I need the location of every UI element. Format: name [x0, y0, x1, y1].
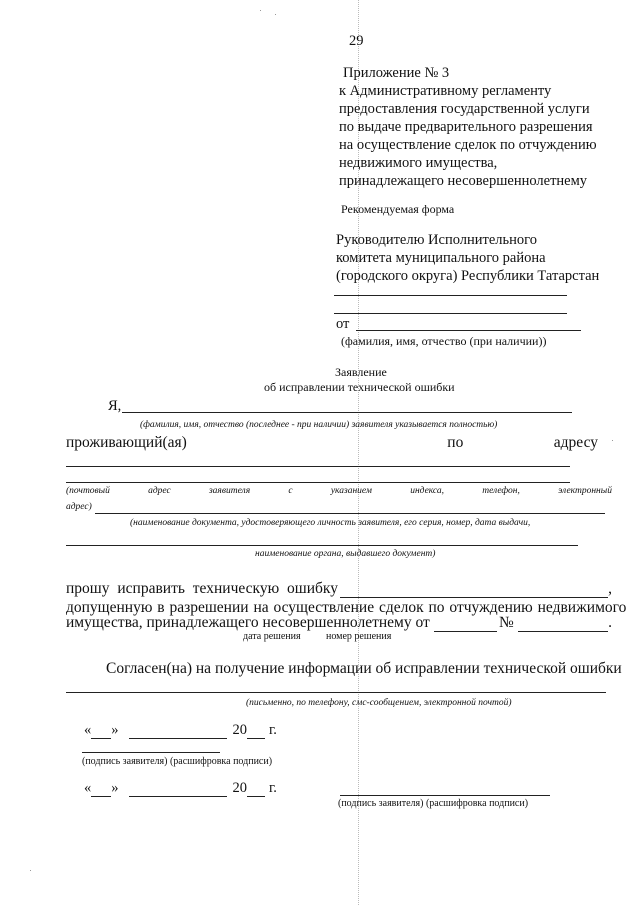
scan-speck — [612, 440, 613, 441]
signature-line-1[interactable] — [82, 752, 220, 753]
address-hint — [66, 486, 612, 496]
appendix-line: недвижимого имущества, — [339, 155, 498, 171]
address-hint-word: указанием — [330, 486, 372, 496]
addressee-line: (городского округа) Республики Татарстан — [336, 268, 600, 284]
address-line[interactable] — [66, 466, 570, 467]
appendix-line: по выдаче предварительного разрешения — [339, 119, 593, 135]
addressee-line: Руководителю Исполнительного — [336, 232, 538, 248]
addressee-blank-line[interactable] — [334, 313, 567, 314]
address-hint-word: (почтовый — [66, 486, 110, 496]
appendix-block — [339, 64, 597, 190]
applicant-name-line[interactable] — [122, 412, 572, 413]
address-hint-word: с — [288, 486, 293, 496]
year-field[interactable] — [247, 782, 265, 797]
address-hint-word: телефон, — [482, 486, 520, 496]
appendix-title: Приложение № 3 — [343, 65, 450, 81]
year-prefix: 20 — [232, 722, 247, 738]
request-text: допущенную в разрешении на осуществление сделок по отчуждению недвижимого — [66, 599, 627, 616]
residence-word: по — [447, 434, 464, 451]
issuer-hint: наименование органа, выдавшего документ) — [255, 549, 436, 559]
signature-hint-2: (подпись заявителя) (расшифровка подписи) — [338, 798, 529, 809]
address-hint-cont: адрес) — [66, 502, 92, 512]
address-line[interactable] — [66, 482, 570, 483]
document-line[interactable] — [95, 513, 605, 514]
signature-hint-1: (подпись заявителя) (расшифровка подписи) — [82, 756, 273, 767]
document-hint: (наименование документа, удостоверяющего личность заявителя, его серия, номер, дата выдачи, — [130, 518, 531, 528]
from-name-line[interactable] — [356, 330, 581, 331]
year-suffix: г. — [269, 722, 277, 738]
residence-word: проживающий(ая) — [66, 434, 187, 451]
date-quote: » — [111, 780, 119, 796]
date-quote: » — [111, 722, 119, 738]
issuer-line[interactable] — [66, 545, 578, 546]
month-field[interactable] — [129, 724, 227, 739]
decision-number-field[interactable] — [518, 617, 608, 632]
signature-date-1 — [84, 722, 277, 739]
addressee-block — [336, 231, 599, 285]
number-label: № — [499, 614, 514, 631]
day-field[interactable] — [91, 782, 111, 797]
statement-title: Заявление — [335, 365, 387, 379]
residence-line — [66, 434, 598, 452]
page-number: 29 — [349, 33, 364, 49]
consent-method-line[interactable] — [66, 692, 606, 693]
error-description-field[interactable] — [340, 583, 608, 598]
year-suffix: г. — [269, 780, 277, 796]
addressee-blank-line[interactable] — [334, 295, 567, 296]
day-field[interactable] — [91, 724, 111, 739]
request-line-1: прошу исправить техническую ошибку , — [66, 580, 612, 597]
address-hint-word: заявителя — [208, 486, 251, 496]
consent-method-hint: (письменно, по телефону, смс-сообщением, электронной почтой) — [246, 698, 512, 708]
appendix-line: на осуществление сделок по отчуждению — [339, 137, 597, 153]
decision-date-field[interactable] — [434, 617, 497, 632]
scan-speck — [275, 14, 276, 15]
number-hint: номер решения — [326, 631, 392, 642]
month-field[interactable] — [129, 782, 227, 797]
residence-word: адресу — [553, 434, 598, 451]
request-text: прошу исправить техническую ошибку — [66, 580, 338, 597]
addressee-line: комитета муниципального района — [336, 250, 546, 266]
year-prefix: 20 — [232, 780, 247, 796]
appendix-line: принадлежащего несовершеннолетнему — [339, 173, 588, 189]
name-hint: (фамилия, имя, отчество (последнее - при наличии) заявителя указывается полностью) — [140, 420, 498, 430]
from-label: от — [336, 316, 350, 332]
address-hint-word: индекса, — [410, 486, 444, 496]
request-text: имущества, принадлежащего несовершеннолетнему от — [66, 614, 430, 631]
date-quote: « — [84, 780, 92, 796]
year-field[interactable] — [247, 724, 265, 739]
date-hint: дата решения — [243, 631, 301, 642]
scan-speck — [260, 10, 261, 11]
recommended-form-label: Рекомендуемая форма — [341, 202, 455, 216]
scan-speck — [30, 870, 31, 871]
signature-date-2 — [84, 780, 277, 797]
request-line-3: имущества, принадлежащего несовершеннолетнему от № . — [66, 614, 612, 631]
i-label: Я, — [108, 398, 122, 414]
consent-text: Согласен(на) на получение информации об исправлении технической ошибки — [106, 660, 622, 677]
from-hint: (фамилия, имя, отчество (при наличии)) — [341, 334, 547, 348]
address-hint-word: электронный — [558, 486, 612, 496]
statement-subtitle: об исправлении технической ошибки — [264, 380, 455, 394]
appendix-line: к Административному регламенту — [339, 83, 552, 99]
address-hint-word: адрес — [148, 486, 171, 496]
date-quote: « — [84, 722, 92, 738]
signature-line-2[interactable] — [340, 795, 550, 796]
appendix-line: предоставления государственной услуги — [339, 101, 590, 117]
